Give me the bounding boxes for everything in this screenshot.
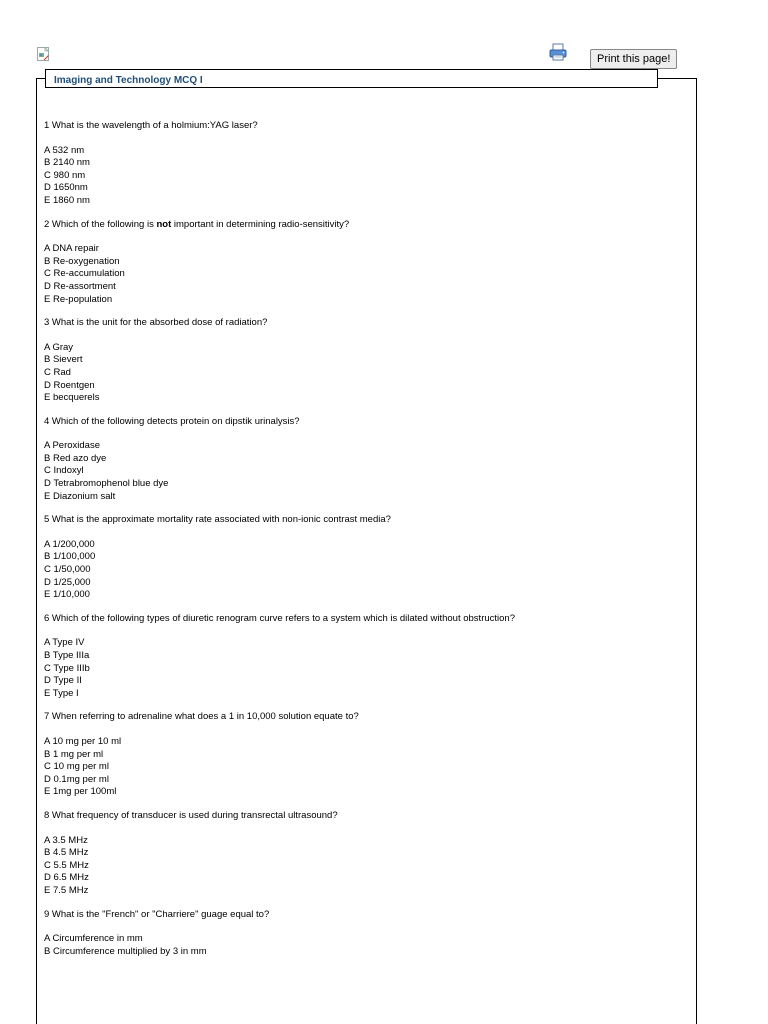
answer-option: B 4.5 MHz xyxy=(44,847,89,859)
question-list xyxy=(44,120,684,969)
answer-option: E Diazonium salt xyxy=(44,490,116,502)
question-text-pre: 6 Which of the following types of diuretic renogram curve refers to a system which is dilated without obstruction? xyxy=(44,612,515,624)
answer-option: D 0.1mg per ml xyxy=(44,773,109,785)
answer-option: A Gray xyxy=(44,341,74,353)
question-text xyxy=(44,613,684,626)
answer-option: E Re-population xyxy=(44,293,113,305)
answer-options xyxy=(44,440,684,503)
answer-option: E Type I xyxy=(44,687,79,699)
answer-option: C Re-accumulation xyxy=(44,268,125,280)
broken-image-icon xyxy=(36,46,52,62)
answer-option: E 7.5 MHz xyxy=(44,884,89,896)
answer-option: C 5.5 MHz xyxy=(44,859,89,871)
answer-option: B 2140 nm xyxy=(44,157,90,169)
answer-option: D Re-assortment xyxy=(44,280,116,292)
frame-left-border xyxy=(36,78,37,1024)
answer-option: A 532 nm xyxy=(44,144,85,156)
answer-option: E 1mg per 100ml xyxy=(44,786,117,798)
question-text xyxy=(44,317,684,330)
answer-options xyxy=(44,539,684,602)
answer-option: C Indoxyl xyxy=(44,465,84,477)
answer-option: B 1/100,000 xyxy=(44,551,96,563)
question-text xyxy=(44,514,684,527)
answer-options xyxy=(44,145,684,208)
answer-option: B Red azo dye xyxy=(44,452,107,464)
question-text xyxy=(44,416,684,429)
answer-options xyxy=(44,243,684,306)
answer-option: C 10 mg per ml xyxy=(44,761,109,773)
question-text-pre: 1 What is the wavelength of a holmium:YAG laser? xyxy=(44,120,258,131)
frame-right-border xyxy=(696,78,697,1024)
answer-option: D Type II xyxy=(44,675,82,687)
question-text-pre: 7 When referring to adrenaline what does a 1 in 10,000 solution equate to? xyxy=(44,711,359,723)
answer-option: B Re-oxygenation xyxy=(44,255,120,267)
answer-option: D Tetrabromophenol blue dye xyxy=(44,478,169,490)
question-text xyxy=(44,711,684,724)
frame-top-border-right xyxy=(658,78,697,79)
answer-option: E 1/10,000 xyxy=(44,589,90,601)
answer-option: C 980 nm xyxy=(44,169,86,181)
answer-options xyxy=(44,637,684,700)
question-text-pre: 2 Which of the following is xyxy=(44,218,157,230)
question-text xyxy=(44,120,684,133)
answer-option: D 1650nm xyxy=(44,182,88,194)
question-text-post: important in determining radio-sensitivity? xyxy=(171,218,350,230)
page-title-box xyxy=(45,69,658,88)
answer-option: D 1/25,000 xyxy=(44,576,91,588)
question-text-pre: 9 What is the "French" or "Charriere" guage equal to? xyxy=(44,908,270,920)
answer-option: A DNA repair xyxy=(44,243,99,255)
answer-option: B Sievert xyxy=(44,354,83,366)
answer-options xyxy=(44,736,684,799)
question-text-pre: 4 Which of the following detects protein on dipstik urinalysis? xyxy=(44,415,300,427)
page-title: Imaging and Technology MCQ I xyxy=(54,75,203,86)
question-text-bold: not xyxy=(156,218,172,230)
answer-option: C 1/50,000 xyxy=(44,564,91,576)
answer-option: A Peroxidase xyxy=(44,440,100,452)
answer-option: B Type IIIa xyxy=(44,650,90,661)
answer-option: B 1 mg per ml xyxy=(44,748,104,760)
answer-option: A Type IV xyxy=(44,637,85,649)
question-text xyxy=(44,219,684,232)
answer-option: E becquerels xyxy=(44,392,100,404)
answer-option: C Rad xyxy=(44,366,71,378)
answer-options xyxy=(44,342,684,405)
answer-option: B Circumference multiplied by 3 in mm xyxy=(44,945,207,957)
answer-option: D 6.5 MHz xyxy=(44,872,89,884)
question-text-pre: 8 What frequency of transducer is used during transrectal ultrasound? xyxy=(44,809,338,821)
frame-top-border-left xyxy=(36,78,45,79)
answer-option: A 10 mg per 10 ml xyxy=(44,735,122,747)
answer-option: A 3.5 MHz xyxy=(44,834,88,846)
question-text xyxy=(44,810,684,823)
answer-option: D Roentgen xyxy=(44,379,95,391)
answer-option: E 1860 nm xyxy=(44,194,90,206)
question-text-pre: 3 What is the unit for the absorbed dose of radiation? xyxy=(44,317,268,329)
answer-option: A Circumference in mm xyxy=(44,933,143,945)
printer-icon[interactable] xyxy=(548,42,568,62)
answer-options xyxy=(44,933,684,958)
answer-option: C Type IIIb xyxy=(44,662,90,674)
answer-options xyxy=(44,835,684,898)
answer-option: A 1/200,000 xyxy=(44,538,95,550)
print-page-button[interactable]: Print this page! xyxy=(590,49,677,69)
question-text xyxy=(44,909,684,922)
question-text-pre: 5 What is the approximate mortality rate associated with non-ionic contrast media? xyxy=(44,514,391,526)
